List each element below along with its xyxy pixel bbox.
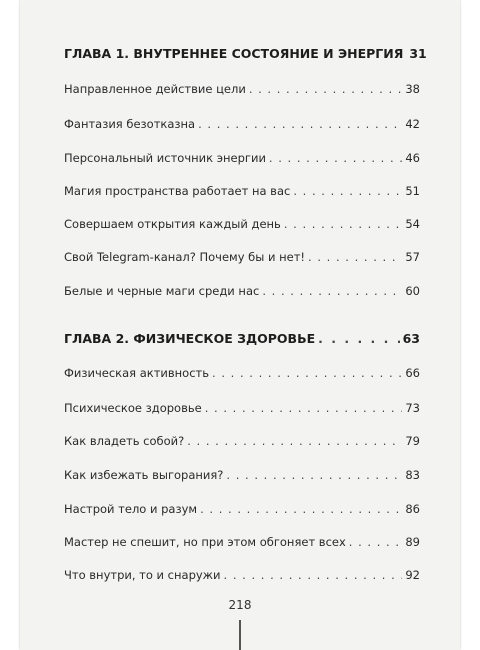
page-number: 218 [228, 598, 252, 612]
toc-entry [64, 217, 420, 231]
toc-chapter-2 [64, 331, 420, 346]
toc-page-number: 79 [405, 434, 420, 448]
toc-entry [64, 82, 420, 96]
toc-page-number: 92 [405, 568, 420, 582]
toc-page-number: 51 [405, 184, 420, 198]
toc-entry [64, 366, 420, 380]
toc-entry [64, 284, 420, 298]
toc-entry [64, 502, 420, 516]
toc-entry-title: Физическая активность [64, 366, 210, 380]
toc-entry [64, 151, 420, 165]
toc-entry [64, 401, 420, 415]
toc-entry-title: Совершаем открытия каждый день [64, 217, 281, 231]
toc-page-number: 42 [405, 117, 420, 131]
toc-page-number: 60 [405, 284, 420, 298]
toc-page-number: 83 [405, 468, 420, 482]
toc-entry [64, 434, 420, 448]
toc-entry-title: Белые и черные маги среди нас [64, 284, 260, 298]
toc-page-number: 63 [402, 331, 420, 346]
toc-chapter-1 [64, 46, 427, 61]
toc-entry-title: Как избежать выгорания? [64, 468, 224, 482]
dot-leader [308, 250, 402, 264]
toc-page-number: 54 [405, 217, 420, 231]
toc-entry-title: Свой Telegram-канал? Почему бы и нет! [64, 250, 306, 264]
dot-leader [198, 117, 402, 131]
toc-entry-title: Персональный источник энергии [64, 151, 266, 165]
toc-entry-title: Что внутри, то и снаружи [64, 568, 221, 582]
binding-line [239, 620, 241, 650]
dot-leader [187, 434, 402, 448]
dot-leader [205, 401, 403, 415]
dot-leader [293, 184, 402, 198]
toc-page-number: 66 [405, 366, 420, 380]
toc-entry [64, 184, 420, 198]
dot-leader [349, 535, 403, 549]
toc-entry [64, 568, 420, 582]
toc-page-number: 46 [405, 151, 420, 165]
dot-leader [284, 217, 403, 231]
dot-leader [226, 468, 402, 482]
dot-leader [224, 568, 403, 582]
toc-page-number: 57 [405, 250, 420, 264]
dot-leader [318, 331, 399, 346]
toc-entry [64, 535, 420, 549]
toc-entry [64, 250, 420, 264]
toc-entry-title: Направленное действие цели [64, 82, 246, 96]
dot-leader [262, 284, 402, 298]
toc-entry-title: Магия пространства работает на вас [64, 184, 291, 198]
toc-page-number: 31 [409, 46, 427, 61]
toc-entry-title: Как владеть собой? [64, 434, 185, 448]
dot-leader [249, 82, 403, 96]
toc-chapter-title: ГЛАВА 2. ФИЗИЧЕСКОЕ ЗДОРОВЬЕ [64, 331, 316, 346]
toc-entry [64, 468, 420, 482]
book-page [20, 0, 460, 650]
toc-entry-title: Мастер не спешит, но при этом обгоняет всех [64, 535, 346, 549]
toc-page-number: 86 [405, 502, 420, 516]
toc-page-number: 38 [405, 82, 420, 96]
dot-leader [200, 502, 402, 516]
toc-entry [64, 117, 420, 131]
toc-entry-title: Фантазия безотказна [64, 117, 196, 131]
toc-page-number: 89 [405, 535, 420, 549]
toc-chapter-title: ГЛАВА 1. ВНУТРЕННЕЕ СОСТОЯНИЕ И ЭНЕРГИЯ [64, 46, 404, 61]
toc-entry-title: Настрой тело и разум [64, 502, 198, 516]
dot-leader [269, 151, 402, 165]
dot-leader [212, 366, 402, 380]
toc-entry-title: Психическое здоровье [64, 401, 202, 415]
toc-page-number: 73 [405, 401, 420, 415]
